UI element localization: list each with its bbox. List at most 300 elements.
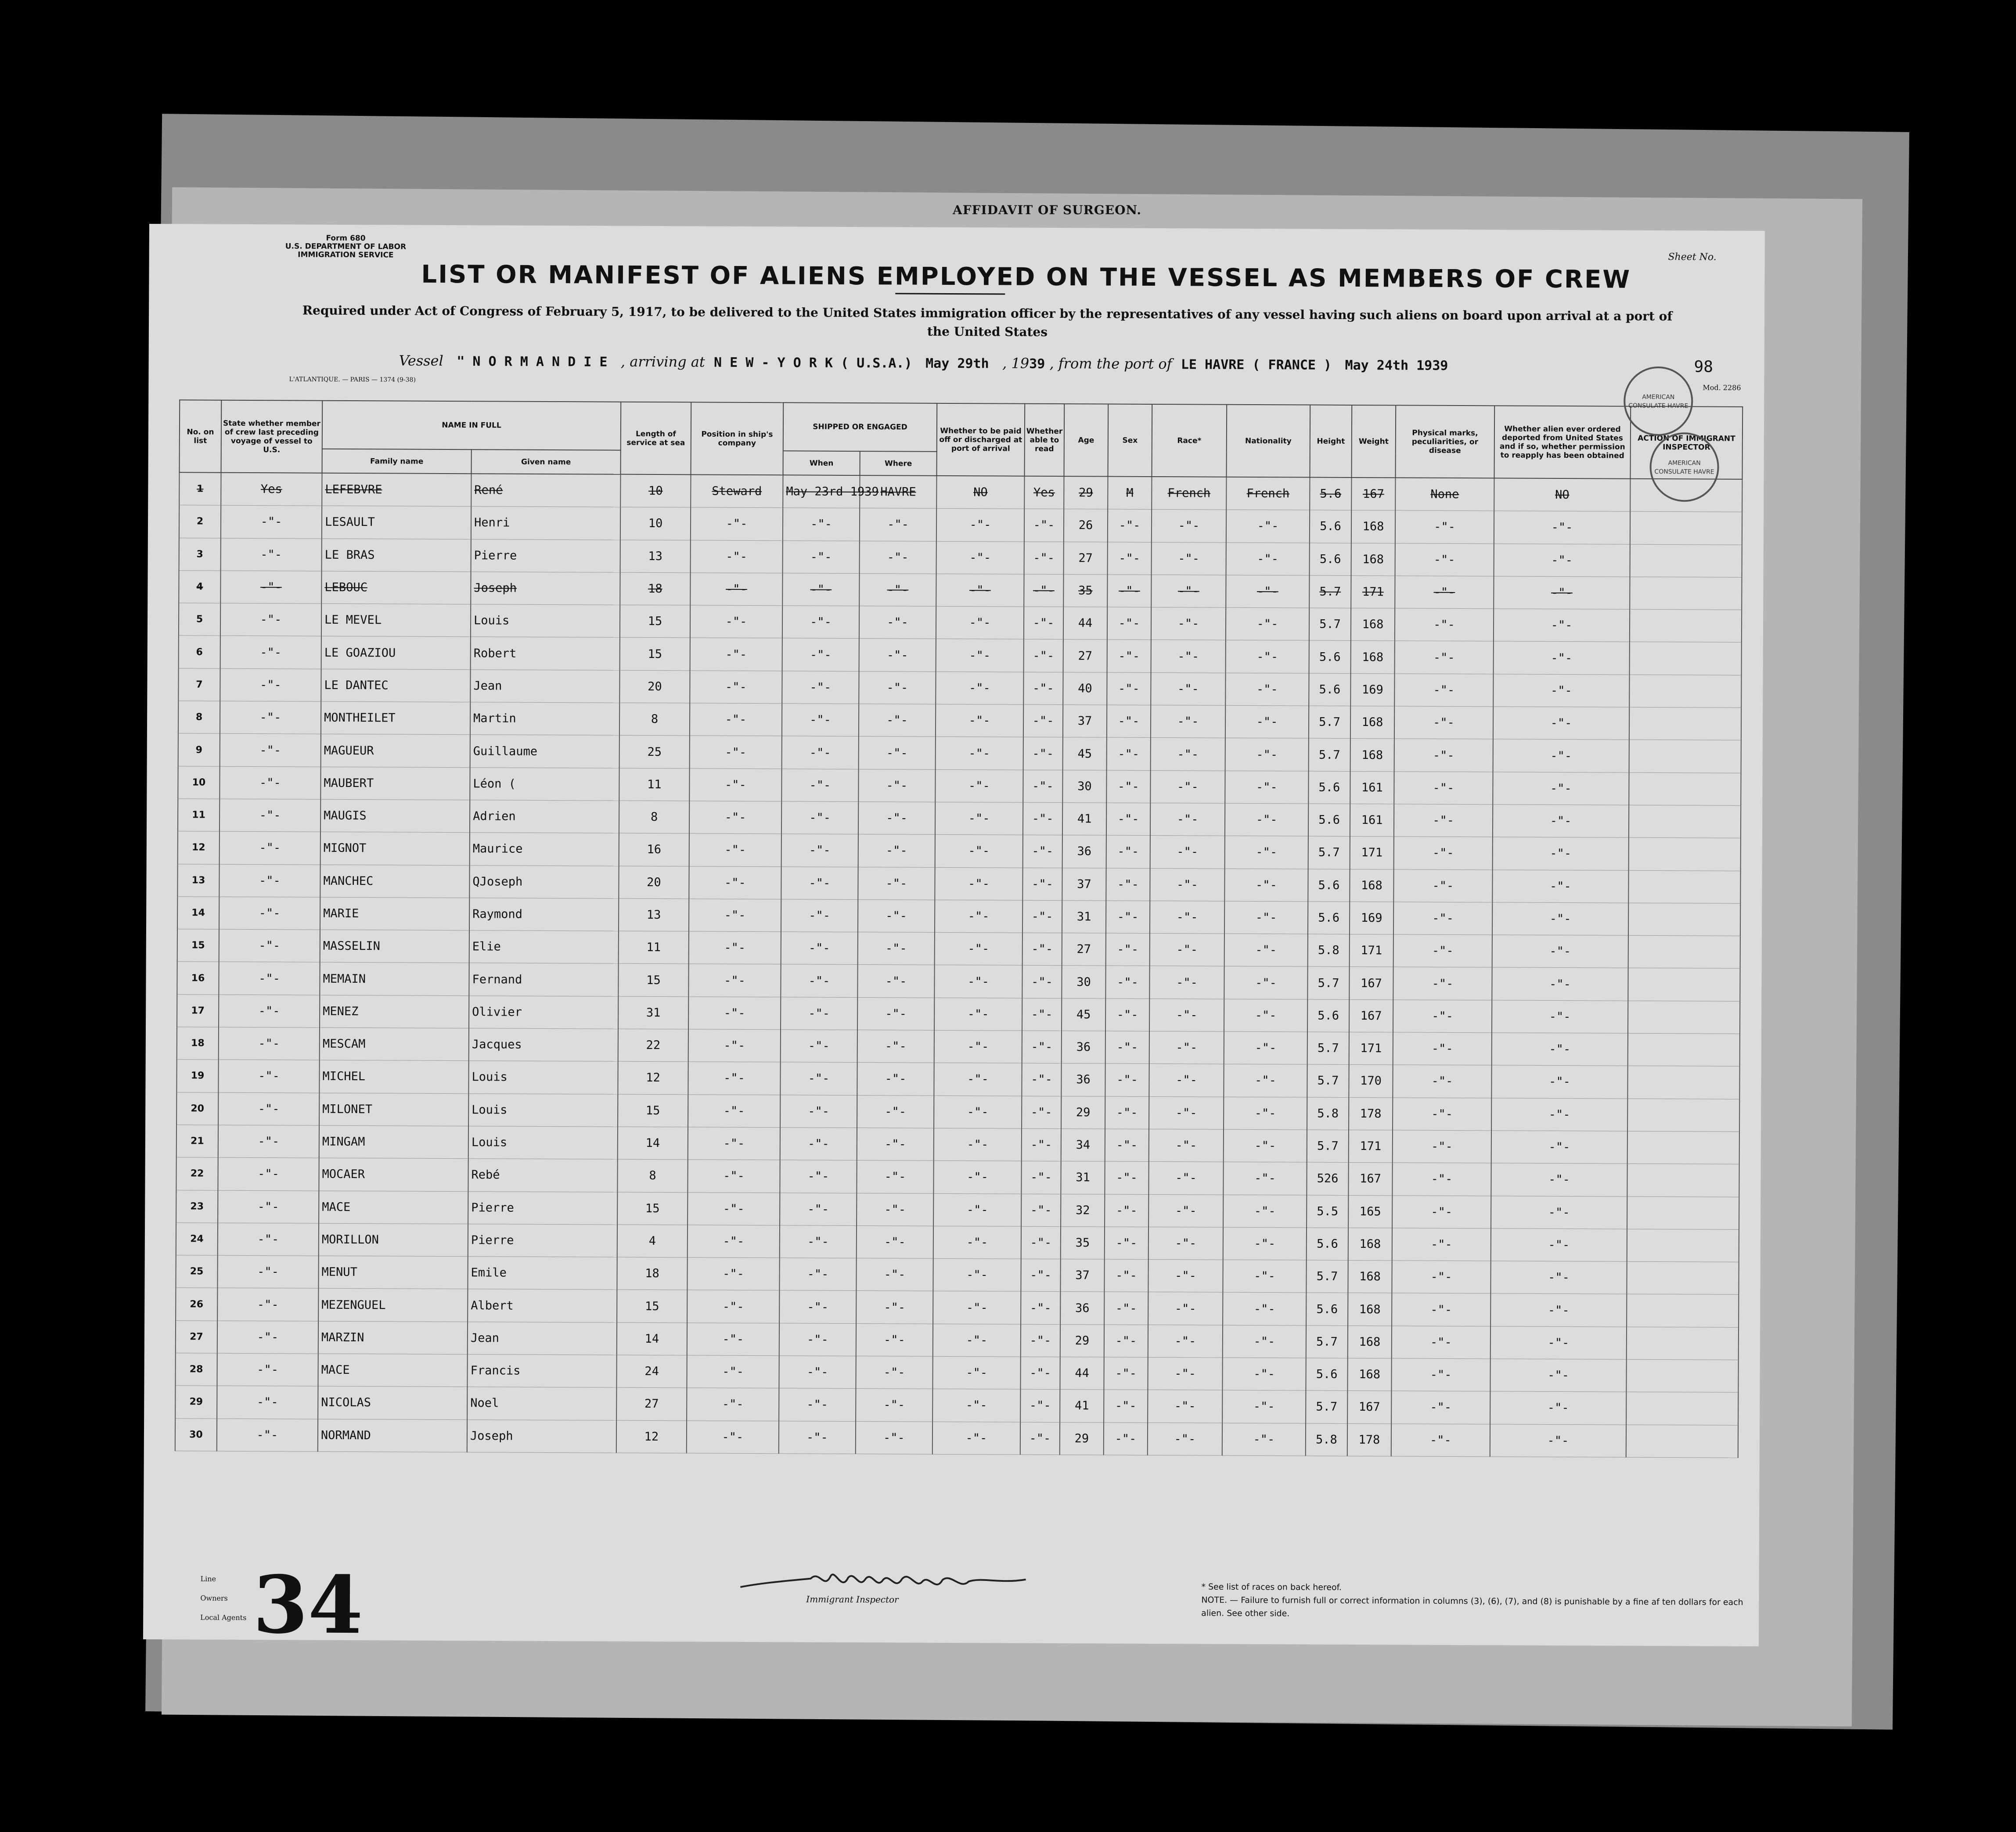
cell-sex: -"- xyxy=(1106,868,1150,901)
cell-family: MEZENGUEL xyxy=(318,1289,468,1322)
cell-age: 37 xyxy=(1063,705,1107,738)
header-inspector-action: ACTION OF IMMIGRANT INSPECTOR xyxy=(1631,406,1743,479)
cell-family: MARZIN xyxy=(318,1321,468,1354)
cell-race: -"- xyxy=(1149,1064,1224,1097)
cell-when: -"- xyxy=(780,1225,857,1258)
cell-prev: -"- xyxy=(217,1386,318,1419)
note-text: Failure to furnish full or correct information in columns (3), (6), (7), and (8) is punishable by a fine af ten dollars for each alien. See other side. xyxy=(1201,1595,1743,1619)
cell-race: -"- xyxy=(1151,738,1225,771)
cell-position: -"- xyxy=(688,1192,780,1225)
cell-prev: -"- xyxy=(221,506,322,539)
cell-where: -"- xyxy=(859,639,936,672)
cell-nationality: French xyxy=(1226,477,1310,510)
cell-position: -"- xyxy=(688,1029,781,1062)
cell-sex: -"- xyxy=(1106,803,1150,836)
cell-when: -"- xyxy=(779,1356,856,1389)
cell-action xyxy=(1628,935,1740,968)
header-age: Age xyxy=(1064,404,1109,476)
departure-port: LE HAVRE ( FRANCE ) xyxy=(1181,357,1332,373)
cell-nationality: -"- xyxy=(1223,1227,1307,1260)
cell-service: 16 xyxy=(619,833,689,866)
cell-when: -"- xyxy=(780,1095,857,1128)
cell-deported: -"- xyxy=(1491,1098,1627,1131)
cell-read: -"- xyxy=(1022,933,1062,966)
cell-age: 41 xyxy=(1062,803,1106,836)
cell-marks: -"- xyxy=(1395,543,1494,576)
cell-race: -"- xyxy=(1148,1194,1223,1227)
cell-paid: -"- xyxy=(933,1291,1021,1324)
races-note: * See list of races on back hereof. xyxy=(1201,1582,1342,1592)
cell-given: Noel xyxy=(467,1387,616,1420)
cell-service: 12 xyxy=(616,1420,687,1453)
cell-action xyxy=(1626,1392,1738,1425)
cell-given: Jean xyxy=(470,669,619,703)
cell-read: -"- xyxy=(1021,1292,1060,1325)
cell-no: 28 xyxy=(175,1353,217,1386)
cell-action xyxy=(1627,1261,1739,1294)
cell-no: 23 xyxy=(176,1190,218,1223)
cell-nationality: -"- xyxy=(1224,901,1308,934)
cell-position: -"- xyxy=(690,736,782,769)
cell-weight: 171 xyxy=(1349,1130,1393,1163)
cell-where: -"- xyxy=(859,704,936,737)
cell-no: 22 xyxy=(176,1157,218,1190)
cell-read: -"- xyxy=(1023,737,1063,770)
cell-no: 13 xyxy=(177,864,219,897)
arrival-port: N E W - Y O R K ( U.S.A.) xyxy=(713,355,912,371)
cell-height: 5.6 xyxy=(1309,673,1350,706)
form-department: U.S. DEPARTMENT OF LABOR xyxy=(285,242,407,251)
cell-family: MICHEL xyxy=(319,1060,468,1094)
cell-nationality: -"- xyxy=(1226,607,1309,640)
cell-deported: -"- xyxy=(1490,1391,1626,1425)
cell-no: 12 xyxy=(178,831,220,864)
cell-weight: 161 xyxy=(1350,771,1394,804)
cell-given: Martin xyxy=(470,702,619,736)
cell-service: 12 xyxy=(618,1062,688,1095)
header-able-to-read: Whether able to read xyxy=(1025,404,1065,476)
cell-paid: -"- xyxy=(933,1193,1021,1226)
cell-read: -"- xyxy=(1023,802,1062,835)
cell-position: -"- xyxy=(687,1388,779,1421)
cell-weight: 169 xyxy=(1350,673,1394,706)
cell-when: -"- xyxy=(781,866,858,899)
cell-prev: -"- xyxy=(220,701,321,734)
cell-action xyxy=(1627,1229,1739,1262)
header-position: Position in ship's company xyxy=(691,402,784,475)
cell-where: -"- xyxy=(857,1193,933,1226)
cell-given: Joseph xyxy=(467,1419,616,1453)
cell-weight: 167 xyxy=(1348,1163,1392,1196)
cell-service: 15 xyxy=(618,964,688,997)
cell-deported: -"- xyxy=(1492,935,1628,968)
cell-weight: 171 xyxy=(1350,934,1393,967)
manifest-page xyxy=(143,224,1765,1652)
cell-family: MINGAM xyxy=(319,1125,468,1159)
cell-deported: -"- xyxy=(1492,1000,1628,1034)
cell-read: -"- xyxy=(1024,509,1064,542)
cell-position: -"- xyxy=(690,573,782,606)
cell-where: HAVRE xyxy=(860,475,936,509)
cell-race: -"- xyxy=(1148,1325,1223,1358)
cell-deported: -"- xyxy=(1493,772,1629,805)
cell-paid: -"- xyxy=(933,1258,1021,1291)
cell-weight: 167 xyxy=(1349,967,1393,1000)
cell-position: -"- xyxy=(689,801,781,834)
cell-where: -"- xyxy=(857,965,934,998)
cell-prev: -"- xyxy=(219,995,320,1027)
cell-marks: -"- xyxy=(1393,869,1492,902)
cell-marks: -"- xyxy=(1392,1195,1491,1228)
cell-height: 5.6 xyxy=(1308,902,1350,934)
header-shipped-or-engaged: SHIPPED OR ENGAGED xyxy=(783,402,937,452)
cell-weight: 168 xyxy=(1350,739,1394,772)
cell-no: 24 xyxy=(176,1223,218,1256)
cell-deported: -"- xyxy=(1493,805,1629,838)
cell-paid: -"- xyxy=(936,704,1023,737)
cell-given: Jean xyxy=(468,1322,617,1355)
cell-prev: -"- xyxy=(218,1092,319,1125)
cell-height: 5.8 xyxy=(1307,1097,1349,1130)
cell-no: 29 xyxy=(175,1386,217,1419)
cell-weight: 168 xyxy=(1351,641,1395,674)
cell-nationality: -"- xyxy=(1225,673,1309,706)
cell-read: -"- xyxy=(1020,1357,1060,1390)
cell-weight: 165 xyxy=(1348,1195,1392,1228)
cell-prev: -"- xyxy=(219,1027,320,1060)
cell-height: 5.7 xyxy=(1307,966,1349,999)
header-when: When xyxy=(783,451,860,475)
cell-sex: -"- xyxy=(1104,1325,1148,1358)
cell-nationality: -"- xyxy=(1224,966,1307,999)
cell-weight: 168 xyxy=(1348,1228,1392,1261)
cell-family: MASSELIN xyxy=(320,930,469,963)
cell-nationality: -"- xyxy=(1225,705,1309,738)
line-label: Line xyxy=(200,1574,216,1583)
cell-age: 30 xyxy=(1062,770,1106,803)
cell-action xyxy=(1627,1066,1739,1099)
cell-when: -"- xyxy=(780,1193,857,1225)
cell-where: -"- xyxy=(860,508,936,541)
vessel-label: Vessel xyxy=(399,352,443,369)
header-family-name: Family name xyxy=(322,449,472,474)
cell-action xyxy=(1627,1164,1739,1196)
cell-age: 40 xyxy=(1063,672,1107,705)
cell-read: -"- xyxy=(1022,900,1062,933)
cell-position: -"- xyxy=(690,703,782,736)
cell-where: -"- xyxy=(858,834,935,867)
from-label: , from the port of xyxy=(1049,355,1172,373)
cell-given: Emile xyxy=(468,1257,617,1290)
cell-weight: 168 xyxy=(1351,608,1395,641)
cell-nationality: -"- xyxy=(1226,542,1310,575)
cell-where: -"- xyxy=(857,1063,934,1096)
cell-position: -"- xyxy=(688,964,781,997)
cell-deported: -"- xyxy=(1493,837,1629,870)
printer-imprint: L'ATLANTIQUE. — PARIS — 1374 (9-38) xyxy=(289,376,416,384)
cell-race: -"- xyxy=(1150,770,1225,803)
cell-position: -"- xyxy=(690,605,782,638)
cell-family: MANCHEC xyxy=(320,865,469,898)
cell-weight: 167 xyxy=(1347,1391,1391,1424)
cell-height: 5.8 xyxy=(1306,1423,1347,1456)
cell-race: French xyxy=(1152,477,1226,510)
reference-number: 98 xyxy=(1694,358,1714,376)
cell-given: Adrien xyxy=(470,800,619,833)
cell-when: -"- xyxy=(780,1062,857,1095)
cell-deported: -"- xyxy=(1490,1293,1627,1327)
cell-paid: -"- xyxy=(936,737,1023,770)
cell-where: -"- xyxy=(858,932,935,965)
cell-height: 5.7 xyxy=(1308,836,1350,869)
cell-prev: -"- xyxy=(218,1190,319,1223)
cell-action xyxy=(1628,1033,1740,1066)
cell-paid: -"- xyxy=(935,835,1023,868)
cell-position: -"- xyxy=(689,931,781,964)
cell-when: -"- xyxy=(779,1323,856,1356)
cell-read: -"- xyxy=(1021,1324,1060,1357)
cell-read: -"- xyxy=(1023,704,1063,737)
cell-where: -"- xyxy=(858,899,935,932)
cell-where: -"- xyxy=(860,541,936,574)
cell-age: 37 xyxy=(1062,868,1106,901)
cell-service: 15 xyxy=(617,1290,687,1323)
cell-given: Louis xyxy=(468,1093,618,1127)
cell-family: LE MEVEL xyxy=(321,603,471,637)
cell-family: MENUT xyxy=(318,1256,468,1289)
cell-prev: -"- xyxy=(220,734,321,767)
cell-position: -"- xyxy=(689,769,781,801)
cell-given: Fernand xyxy=(469,963,618,996)
cell-marks: -"- xyxy=(1391,1423,1490,1456)
cell-given: Raymond xyxy=(469,898,619,931)
cell-paid: -"- xyxy=(934,1063,1022,1096)
cell-when: -"- xyxy=(782,606,859,639)
cell-no: 6 xyxy=(179,636,220,668)
cell-sex: -"- xyxy=(1105,999,1149,1031)
crew-manifest-table xyxy=(175,399,1743,1458)
cell-deported: -"- xyxy=(1492,869,1628,903)
cell-where: -"- xyxy=(859,671,936,704)
cell-weight: 168 xyxy=(1350,706,1394,739)
cell-given: Joseph xyxy=(471,572,620,605)
cell-when: -"- xyxy=(781,834,858,867)
cell-nationality: -"- xyxy=(1222,1390,1306,1423)
cell-nationality: -"- xyxy=(1226,640,1309,673)
cell-prev: -"- xyxy=(219,864,320,897)
cell-when: May 23rd 1939 xyxy=(783,475,860,508)
cell-marks: -"- xyxy=(1392,1261,1490,1293)
cell-prev: -"- xyxy=(217,1419,318,1451)
cell-no: 4 xyxy=(179,571,220,603)
cell-action xyxy=(1626,1425,1738,1458)
cell-sex: -"- xyxy=(1105,1194,1148,1227)
cell-age: 36 xyxy=(1062,1031,1105,1064)
cell-paid: -"- xyxy=(932,1356,1020,1389)
cell-family: MACE xyxy=(319,1191,468,1224)
cell-race: -"- xyxy=(1149,1096,1224,1129)
cell-marks: -"- xyxy=(1393,967,1492,1000)
cell-service: 4 xyxy=(617,1225,688,1257)
cell-prev: Yes xyxy=(221,473,322,506)
cell-no: 2 xyxy=(179,505,221,538)
cell-race: -"- xyxy=(1150,934,1224,966)
cell-paid: -"- xyxy=(936,509,1024,542)
cell-read: -"- xyxy=(1024,574,1063,607)
cell-sex: -"- xyxy=(1106,835,1150,868)
cell-service: 24 xyxy=(616,1355,687,1388)
cell-read: -"- xyxy=(1022,1031,1062,1063)
header-no-on-list: No. on list xyxy=(180,400,222,472)
cell-race: -"- xyxy=(1149,999,1224,1031)
stamp-text: AMERICAN CONSULATE HAVRE xyxy=(1628,393,1688,410)
cell-race: -"- xyxy=(1151,705,1225,738)
cell-race: -"- xyxy=(1150,901,1224,934)
cell-given: Francis xyxy=(467,1354,616,1388)
cell-prev: -"- xyxy=(218,1157,319,1190)
cell-prev: -"- xyxy=(218,1125,319,1158)
form-service: IMMIGRATION SERVICE xyxy=(298,250,394,260)
cell-nationality: -"- xyxy=(1222,1423,1306,1456)
cell-marks: -"- xyxy=(1393,1098,1491,1131)
cell-deported: -"- xyxy=(1491,1196,1627,1229)
cell-family: LE DANTEC xyxy=(321,669,470,702)
cell-height: 5.6 xyxy=(1308,869,1350,902)
cell-marks: -"- xyxy=(1392,1293,1490,1326)
cell-race: -"- xyxy=(1148,1357,1222,1390)
cell-age: 44 xyxy=(1060,1357,1104,1390)
cell-height: 5.7 xyxy=(1306,1390,1347,1423)
cell-given: Henri xyxy=(471,506,620,540)
cell-height: 5.7 xyxy=(1307,1130,1349,1163)
cell-marks: -"- xyxy=(1392,1163,1491,1196)
consulate-stamp-2 xyxy=(1649,432,1719,502)
cell-where: -"- xyxy=(856,1389,932,1422)
cell-race: -"- xyxy=(1148,1260,1223,1293)
cell-deported: -"- xyxy=(1490,1359,1626,1392)
cell-family: MENEZ xyxy=(320,995,469,1028)
cell-when: -"- xyxy=(779,1290,856,1323)
cell-deported: -"- xyxy=(1491,1229,1627,1262)
cell-no: 27 xyxy=(176,1321,217,1354)
cell-marks: -"- xyxy=(1391,1391,1490,1424)
cell-action xyxy=(1627,1131,1739,1164)
cell-family: LEBOUC xyxy=(321,571,471,604)
cell-service: 11 xyxy=(619,768,689,801)
cell-prev: -"- xyxy=(220,571,321,603)
cell-weight: 168 xyxy=(1350,869,1393,902)
cell-given: Olivier xyxy=(469,995,618,1029)
cell-family: MIGNOT xyxy=(320,832,470,865)
cell-age: 30 xyxy=(1062,966,1105,999)
cell-prev: -"- xyxy=(217,1255,318,1288)
cell-weight: 178 xyxy=(1347,1423,1391,1456)
cell-position: -"- xyxy=(688,1160,780,1193)
cell-deported: -"- xyxy=(1490,1326,1627,1360)
cell-age: 27 xyxy=(1062,933,1106,966)
cell-paid: -"- xyxy=(934,965,1022,998)
cell-service: 18 xyxy=(620,572,690,605)
cell-sex: -"- xyxy=(1107,640,1151,673)
header-nationality: Nationality xyxy=(1227,405,1310,478)
cell-given: Jacques xyxy=(469,1028,618,1062)
cell-height: 5.8 xyxy=(1308,934,1350,967)
cell-prev: -"- xyxy=(221,538,322,571)
cell-nationality: -"- xyxy=(1222,1358,1306,1390)
cell-paid: -"- xyxy=(932,1389,1020,1422)
cell-age: 29 xyxy=(1064,476,1108,509)
cell-age: 32 xyxy=(1061,1194,1105,1227)
cell-no: 21 xyxy=(176,1125,218,1158)
cell-height: 526 xyxy=(1307,1162,1348,1195)
cell-weight: 167 xyxy=(1351,478,1395,510)
cell-action xyxy=(1628,968,1740,1001)
cell-service: 8 xyxy=(619,703,690,736)
cell-where: -"- xyxy=(857,1160,933,1193)
cell-marks: -"- xyxy=(1391,1358,1490,1391)
cell-nationality: -"- xyxy=(1224,869,1308,902)
cell-read: -"- xyxy=(1024,542,1064,575)
cell-given: Louis xyxy=(468,1126,618,1160)
cell-position: -"- xyxy=(691,540,783,573)
cell-family: NICOLAS xyxy=(318,1387,467,1420)
cell-when: -"- xyxy=(780,1128,857,1160)
title-rule xyxy=(895,293,1005,295)
cell-age: 35 xyxy=(1061,1226,1105,1259)
cell-read: -"- xyxy=(1021,1226,1061,1259)
cell-read: Yes xyxy=(1024,476,1064,509)
cell-age: 27 xyxy=(1064,542,1108,575)
cell-age: 45 xyxy=(1062,998,1105,1031)
cell-read: -"- xyxy=(1022,1128,1061,1161)
cell-sex: -"- xyxy=(1105,1227,1148,1260)
cell-service: 8 xyxy=(619,801,689,833)
cell-deported: -"- xyxy=(1493,707,1629,740)
cell-read: -"- xyxy=(1024,639,1063,672)
cell-no: 5 xyxy=(179,603,220,636)
cell-no: 25 xyxy=(176,1255,217,1288)
cell-service: 8 xyxy=(617,1159,688,1192)
cell-nationality: -"- xyxy=(1224,1129,1307,1162)
cell-read: -"- xyxy=(1022,868,1062,901)
cell-given: Pierre xyxy=(468,1224,617,1257)
cell-height: 5.7 xyxy=(1309,706,1350,739)
cell-service: 15 xyxy=(620,605,690,638)
cell-when: -"- xyxy=(781,769,858,801)
cell-action xyxy=(1630,609,1742,642)
cell-when: -"- xyxy=(783,540,860,573)
cell-age: 36 xyxy=(1062,835,1106,868)
cell-given: Louis xyxy=(471,604,620,638)
cell-nationality: -"- xyxy=(1223,1260,1306,1293)
cell-no: 16 xyxy=(177,962,219,995)
cell-race: -"- xyxy=(1148,1422,1222,1455)
cell-read: -"- xyxy=(1022,1096,1061,1129)
cell-nationality: -"- xyxy=(1224,1097,1307,1130)
cell-sex: -"- xyxy=(1105,966,1149,999)
cell-race: -"- xyxy=(1151,640,1226,673)
cell-given: Maurice xyxy=(470,833,619,866)
cell-family: MESCAM xyxy=(320,1027,469,1061)
cell-marks: -"- xyxy=(1395,641,1494,674)
cell-where: -"- xyxy=(856,1421,932,1454)
cell-deported: -"- xyxy=(1492,902,1628,936)
cell-action xyxy=(1626,1359,1738,1392)
cell-paid: -"- xyxy=(935,900,1022,933)
cell-no: 7 xyxy=(178,668,220,701)
form-identifier xyxy=(285,234,407,259)
cell-read: -"- xyxy=(1022,1063,1061,1096)
